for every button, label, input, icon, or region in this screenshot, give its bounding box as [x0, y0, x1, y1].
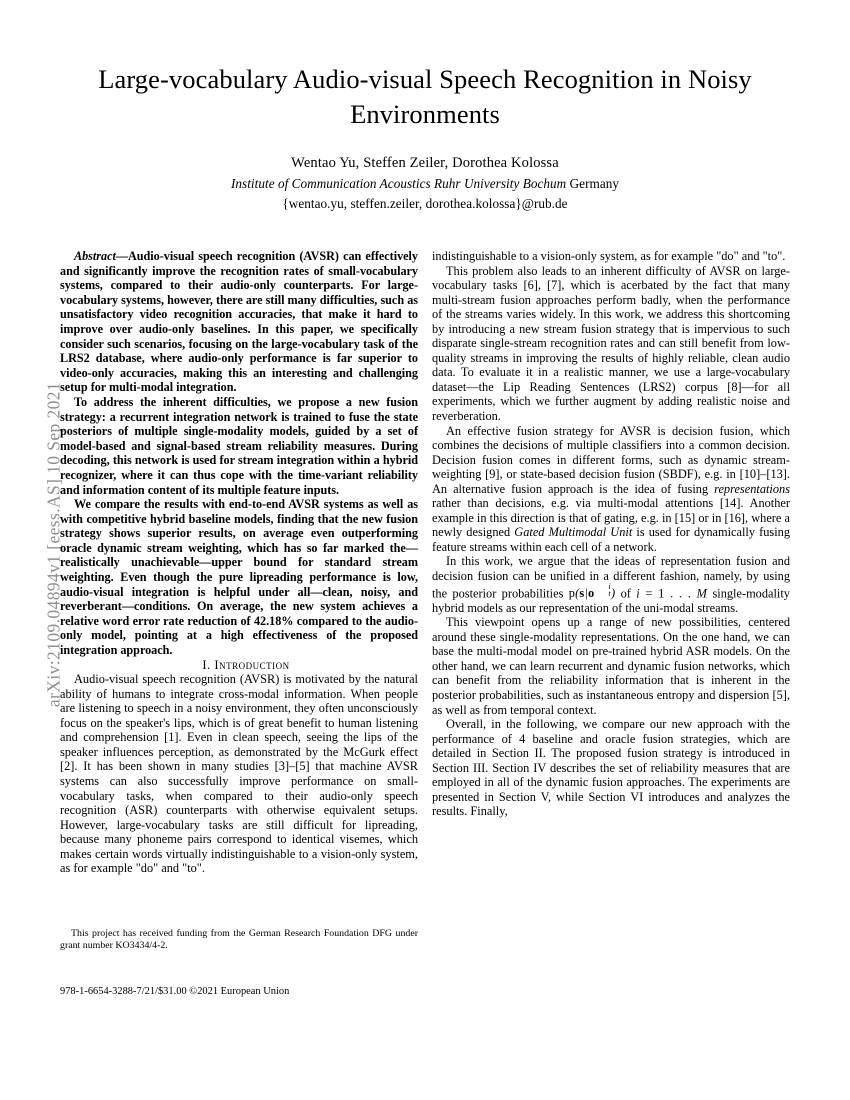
footnote-block: [60, 928, 418, 952]
intro-paragraph-1: Audio-visual speech recognition (AVSR) is motivated by the natural ability of humans to integrate cross-modal information. When people are listening to speech in a noisy environment, they often unconsciously focus on the speaker's lips, which is of great benefit to human listening and comprehension [1]. Even in clean speech, seeing the lips of the speaker influences perception, as demonstrated by the McGurk effect [2]. It has been shown in many studies [3]–[5] that machine AVSR systems can also successfully improve performance on small-vocabulary tasks, when compared to their audio-only speech recognition (ASR) counterparts with otherwise equivalent setups. However, large-vocabulary tasks are still difficult for lipreading, because many phoneme pairs correspond to identical visemes, which makes certain words virtually indistinguishable to a vision-only system, as for example "do" and "to".: [60, 672, 418, 876]
affiliation-country: Germany: [569, 176, 620, 191]
abstract-label: Abstract—: [74, 249, 128, 263]
arxiv-stamp: arXiv:2109.04894v1 [eess.AS] 10 Sep 2021: [43, 381, 64, 708]
abstract-paragraph-1: [60, 249, 418, 395]
affiliation: [60, 175, 790, 193]
column-left: [60, 249, 418, 876]
author-list: Wentao Yu, Steffen Zeiler, Dorothea Kolossa: [291, 155, 559, 171]
abstract-paragraph-3: We compare the results with end-to-end AVSR systems as well as with competitive hybrid baseline models, finding that the new fusion strategy shows superior results, on average even outperforming oracle dynamic stream weighting, which has so far marked the—realistically unachievable—upper bound for standard stream weighting. Even though the pure lipreading performance is low, audio-visual integration is helpful under all—clean, noisy, and reverberant—conditions. On average, the new system achieves a relative word error rate reduction of 42.18% compared to the audio-only model, pointing at a high effectiveness of the proposed integration approach.: [60, 497, 418, 658]
column-right: [432, 249, 790, 819]
affiliation-institute: Institute of Communication Acoustics Ruhr University Bochum: [230, 176, 567, 191]
intro-paragraph-5: This viewpoint opens up a range of new possibilities, centered around these single-modality representations. On the one hand, we can base the multi-modal model on pre-trained hybrid ASR models. On the other hand, we can learn recurrent and dynamic fusion networks, which can benefit from the reliability information that is inherent in the posterior probabilities, such as instantaneous entropy and dispersion [5], as well as from temporal context.: [432, 615, 790, 717]
intro-p3-part2: rather than decisions, e.g. via multi-modal attentions [14]. Another example in this direction is that of gating, e.g. in [15] or in [16], where a newly designed: [432, 496, 790, 540]
intro-p3-italic-gmu: Gated Multimodal Unit: [514, 525, 633, 540]
section-numeral: I.: [202, 657, 211, 672]
section-heading-introduction: [60, 658, 418, 673]
abstract-text-1: Audio-visual speech recognition (AVSR) can effectively and significantly improve the recognition rates of small-vocabulary systems, compared to their audio-only counterparts. For large-vocabulary systems, however, there are still many difficulties, such as unsatisfactory video recognition accuracies, that make it hard to improve over audio-only baselines. In this paper, we specifically consider such scenarios, focusing on the large-vocabulary task of the LRS2 database, where audio-only performance is far superior to video-only accuracies, making this an interesting and challenging setup for multi-modal integration.: [60, 249, 418, 395]
intro-p3-part3: is used for dynamically fusing feature streams within each cell of a network.: [432, 525, 791, 554]
intro-p4-part1: In this work, we argue that the ideas of representation fusion and decision fusion can be unified in a different fashion, namely, by using the posterior probabilities: [432, 554, 790, 601]
intro-paragraph-1-tail: indistinguishable to a vision-only system, as for example "do" and "to".: [432, 249, 786, 263]
copyright-line: 978-1-6654-3288-7/21/$31.00 ©2021 European Union: [60, 986, 290, 997]
introduction-section: [60, 658, 418, 876]
intro-paragraph-2: This problem also leads to an inherent difficulty of AVSR on large-vocabulary tasks [6], [7], which is acerbated by the fact that many multi-stream fusion approaches perform badly, when the performance of the streams varies widely. In this work, we address this shortcoming by introducing a new stream fusion strategy that is impervious to such disparate single-stream recognition rates and can still benefit from low-quality streams in improving the results of highly reliable, clean audio data. To evaluate it in a realistic manner, we use a large-vocabulary dataset—the Lip Reading Sentences (LRS2) corpus [8]—for all experiments, which we further augment by adding realistic noise and reverberation.: [432, 263, 790, 424]
intro-paragraph-3: [432, 424, 790, 555]
intro-paragraph-6: Overall, in the following, we compare our new approach with the performance of 4 baseline and oracle fusion strategies, which are detailed in Section II. The proposed fusion strategy is introduced in Section III. Section IV describes the set of reliability measures that are employed in all of the dynamic fusion approaches. The experiments are presented in Section V, while Section VI introduces and analyzes the results. Finally,: [432, 717, 790, 819]
abstract-section: [60, 249, 418, 658]
intro-p3-italic-representations: representations: [714, 481, 790, 496]
abstract-paragraph-2: To address the inherent difficulties, we propose a new fusion strategy: a recurrent integration network is trained to fuse the state posteriors of multiple single-modality models, guided by a set of model-based and signal-based stream reliability measures. During decoding, this network is used for stream integration within a hybrid recognizer, where it can thus cope with the time-variant reliability and information content of its multiple feature inputs.: [60, 394, 418, 497]
intro-p3-part1: An effective fusion strategy for AVSR is decision fusion, which combines the decisions of multiple classifiers into a common decision. Decision fusion comes in different forms, such as dynamic stream-weighting [9], or state-based decision fusion (SBDF), e.g. in [10]–[13]. An alternative fusion approach is the idea of fusing: [432, 423, 790, 496]
section-heading-label: Introduction: [214, 657, 290, 672]
inline-math-posterior: p(s|o i t ): [568, 581, 616, 601]
author-emails: {wentao.yu, steffen.zeiler, dorothea.kolossa}@rub.de: [282, 196, 568, 211]
intro-paragraph-4: [432, 554, 790, 615]
intro-p4-part3: single-modality hybrid models as our representation of the uni-modal streams.: [432, 586, 790, 615]
footnote-funding: This project has received funding from the German Research Foundation DFG under grant number KO3434/4-2.: [60, 928, 418, 951]
page-title: Large-vocabulary Audio-visual Speech Recognition in Noisy Environments: [98, 64, 752, 129]
paper-header: [60, 62, 790, 213]
inline-math-index-range: i = 1 . . . M: [636, 586, 708, 601]
intro-p4-part2: of: [615, 586, 637, 601]
